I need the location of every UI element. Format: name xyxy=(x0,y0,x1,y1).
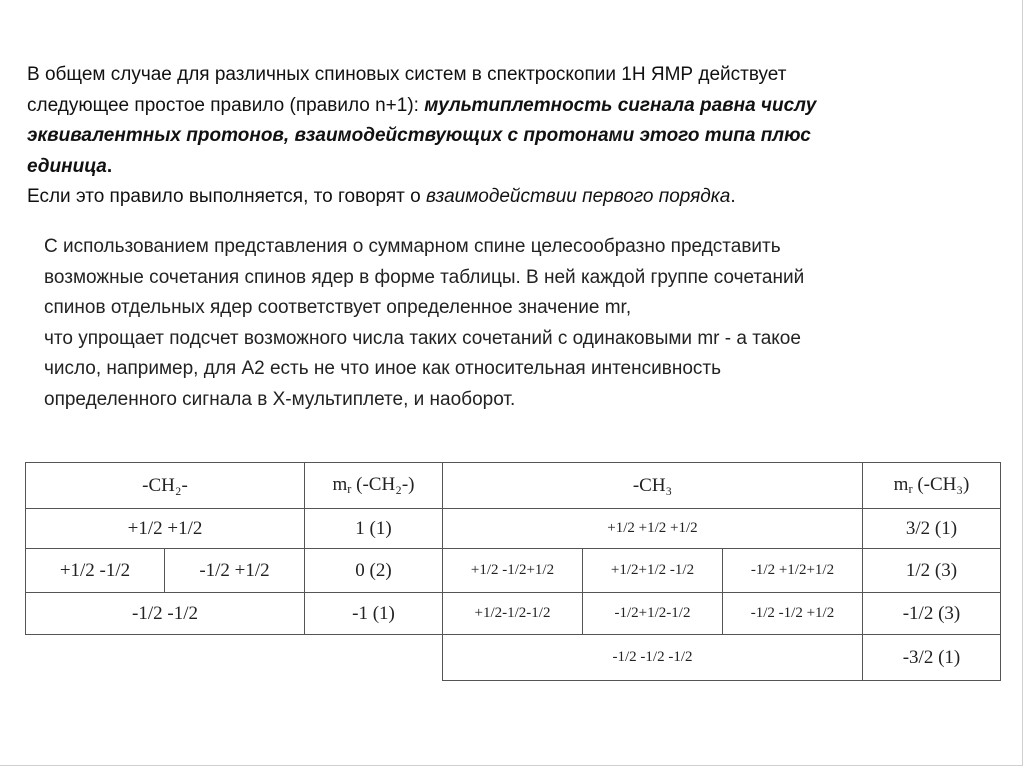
intro-line: единица. xyxy=(27,155,113,177)
intro-paragraph xyxy=(27,60,1002,213)
intro-line: Если это правило выполняется, то говорят о взаимодействии первого порядка. xyxy=(27,186,736,207)
mr-ch3-cell: 3/2 (1) xyxy=(863,509,1001,549)
ch3-cell: +1/2+1/2 -1/2 xyxy=(583,549,723,593)
header-ch2: -CH₂- xyxy=(26,463,305,509)
empty-cell xyxy=(26,635,443,681)
explanation-paragraph xyxy=(44,232,1004,415)
mr-ch3-cell: -3/2 (1) xyxy=(863,635,1001,681)
ch3-cell: +1/2-1/2-1/2 xyxy=(443,593,583,635)
intro-line xyxy=(27,91,1002,122)
mr-ch3-cell: 1/2 (3) xyxy=(863,549,1001,593)
explanation-line: что упрощает подсчет возможного числа таких сочетаний с одинаковыми mr - а такое xyxy=(44,327,801,349)
mr-ch2-cell: -1 (1) xyxy=(305,593,443,635)
ch3-cell: +1/2 +1/2 +1/2 xyxy=(443,509,863,549)
intro-line xyxy=(27,121,1002,152)
header-ch3: -CH₃ xyxy=(443,463,863,509)
explanation-line: спинов отдельных ядер соответствует определенное значение mr, xyxy=(44,297,632,318)
explanation-line: С использованием представления о суммарном спине целесообразно представить xyxy=(44,236,781,257)
ch3-cell: +1/2 -1/2+1/2 xyxy=(443,549,583,593)
table-row xyxy=(26,549,1001,593)
table-row xyxy=(26,635,1001,681)
table-row xyxy=(26,593,1001,635)
rule-emphasis: мультиплетность сигнала равна числу xyxy=(424,94,817,116)
rule-emphasis: эквивалентных протонов, взаимодействующих с протонами этого типа плюс xyxy=(27,125,811,146)
ch2-cell: +1/2 +1/2 xyxy=(26,509,305,549)
header-mr-ch3: $m_r$ (-CH₃) xyxy=(863,463,1001,509)
intro-text: Если это правило выполняется, то говорят о xyxy=(27,186,426,207)
first-order-term: взаимодействии первого порядка xyxy=(425,186,731,207)
ch3-cell: -1/2+1/2-1/2 xyxy=(583,593,723,635)
explanation-line: определенного сигнала в Х-мультиплете, и наоборот. xyxy=(44,388,516,410)
ch2-cell: -1/2 -1/2 xyxy=(26,593,305,635)
ch2-cell: +1/2 -1/2 xyxy=(26,549,165,593)
rule-emphasis: единица xyxy=(27,155,107,177)
mr-ch2-cell: 0 (2) xyxy=(305,549,443,593)
spin-combinations-table xyxy=(25,462,1001,681)
explanation-line: возможные сочетания спинов ядер в форме таблицы. В ней каждой группе сочетаний xyxy=(44,266,805,288)
explanation-line: число, например, для А2 есть не что иное как относительная интенсивность xyxy=(44,358,721,379)
table-header-row xyxy=(26,463,1001,509)
mr-ch3-cell: -1/2 (3) xyxy=(863,593,1001,635)
mr-ch2-cell: 1 (1) xyxy=(305,509,443,549)
ch3-cell: -1/2 -1/2 -1/2 xyxy=(443,635,863,681)
ch2-cell: -1/2 +1/2 xyxy=(165,549,305,593)
header-mr-ch2: $m_r$ (-CH₂-) xyxy=(305,463,443,509)
intro-text: следующее простое правило (правило n+1): xyxy=(27,94,425,116)
ch3-cell: -1/2 -1/2 +1/2 xyxy=(723,593,863,635)
intro-line: В общем случае для различных спиновых систем в спектроскопии 1Н ЯМР действует xyxy=(27,64,787,85)
table-row xyxy=(26,509,1001,549)
ch3-cell: -1/2 +1/2+1/2 xyxy=(723,549,863,593)
